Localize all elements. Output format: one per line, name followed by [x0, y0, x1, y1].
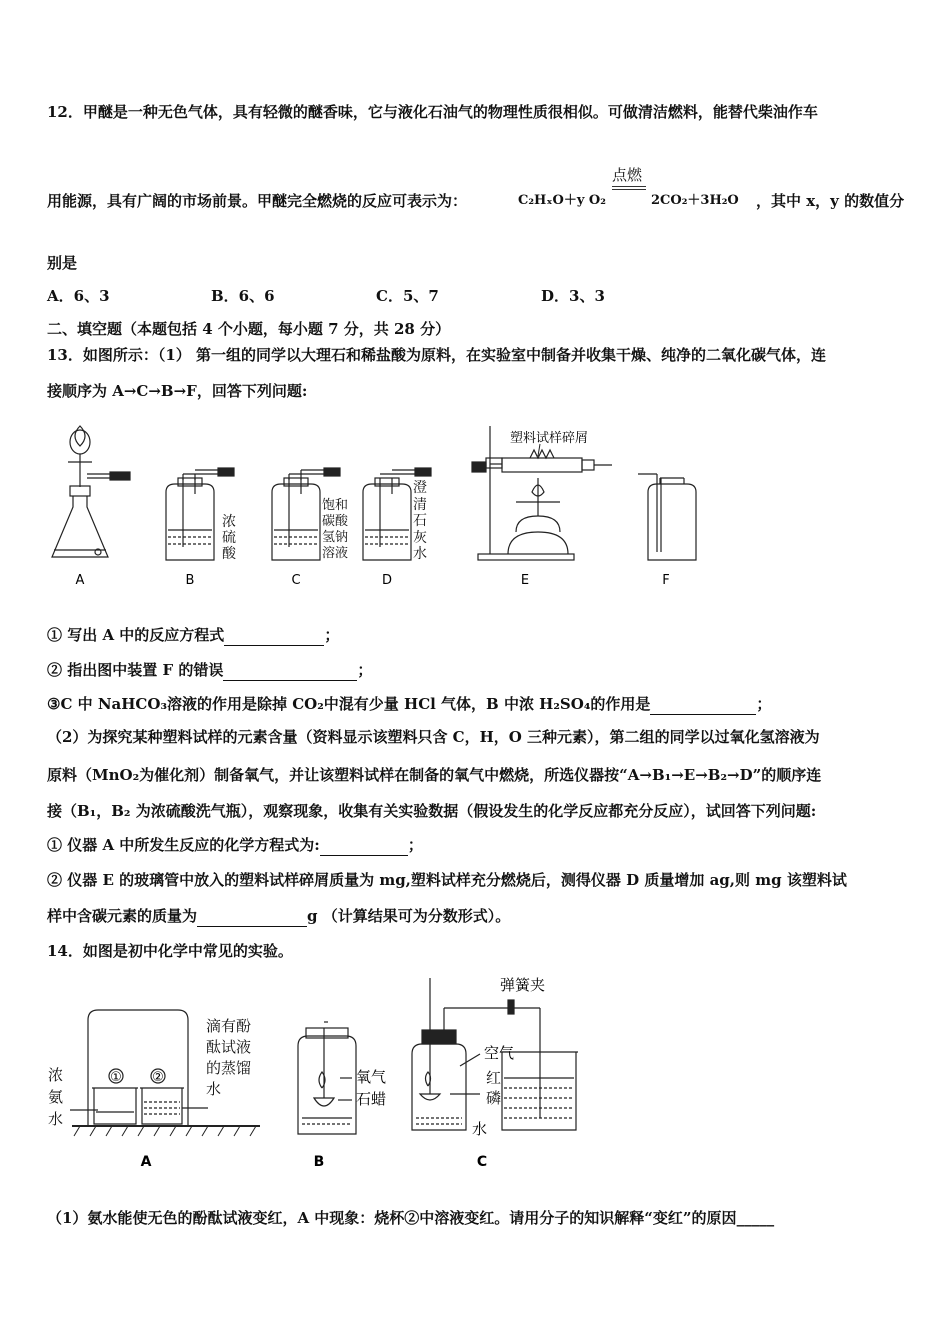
answer-blank-6[interactable]: _____: [736, 1209, 775, 1227]
label-water: 水: [472, 1120, 488, 1138]
q13-q2: ② 指出图中装置 F 的错误 ；: [47, 661, 373, 679]
q13-q4: ① 仪器 A 中所发生反应的化学方程式为: ；: [47, 836, 423, 854]
q12-line3: 别是: [47, 254, 78, 272]
condition-line-top: [612, 186, 646, 187]
label-oxygen: 氧气: [356, 1068, 387, 1086]
q12-option-b[interactable]: B．6、6: [211, 287, 275, 305]
answer-blank-3[interactable]: [650, 694, 756, 715]
fig14-letter-b: B: [313, 1154, 325, 1170]
label-air: 空气: [484, 1044, 515, 1062]
beaker-2-marker: ②: [152, 1070, 164, 1085]
q13-q1: ① 写出 A 中的反应方程式 ；: [47, 626, 340, 644]
experiment-b-candle-oxygen: [298, 1022, 356, 1134]
q13-apparatus-figure: [40, 412, 710, 594]
fig13-letter-f: F: [662, 573, 670, 588]
beaker-1-marker: ①: [110, 1070, 122, 1085]
q12-reactants: C₂HₓO＋y O₂: [518, 193, 606, 208]
q12-option-d[interactable]: D．3、3: [541, 287, 605, 305]
label-conc-sulfuric: 浓硫酸: [222, 514, 236, 562]
q13-intro1: 13．如图所示：（1） 第一组的同学以大理石和稀盐酸为原料，在实验室中制备并收集干燥、纯净的二氧化碳气体，连: [47, 346, 827, 364]
answer-blank-1[interactable]: [224, 625, 324, 646]
q12-option-a[interactable]: A．6、3: [47, 287, 110, 305]
answer-blank-5[interactable]: [197, 906, 307, 927]
apparatus-e-combustion-tube: [472, 426, 612, 560]
q13-part2-line2: 原料（MnO₂为催化剂）制备氧气，并让该塑料试样在制备的氧气中燃烧，所选仪器按“A→B₁→E→B₂→D”的顺序连: [47, 766, 822, 784]
q13-q5: ② 仪器 E 的玻璃管中放入的塑料试样碎屑质量为 mg,塑料试样充分燃烧后，测得仪器 D 质量增加 ag,则 mg 该塑料试: [47, 871, 847, 889]
q14-experiments-figure: [40, 970, 600, 1170]
fig13-letter-d: D: [381, 573, 393, 588]
condition-line-bottom: [612, 189, 646, 190]
q13-part2-line3: 接（B₁，B₂ 为浓硫酸洗气瓶），观察现象，收集有关实验数据（假设发生的化学反应都充分反应），试回答下列问题:: [47, 802, 817, 820]
label-red-phosphorus: 红磷: [486, 1069, 502, 1107]
answer-blank-2[interactable]: [223, 660, 357, 681]
label-spring-clip: 弹簧夹: [500, 976, 546, 994]
fig13-letter-c: C: [291, 573, 301, 588]
q13-q3: ③C 中 NaHCO₃溶液的作用是除掉 CO₂中混有少量 HCl 气体，B 中浓 H₂SO₄的作用是 ；: [47, 695, 772, 713]
fig14-letter-c: C: [476, 1154, 488, 1170]
q14-intro: 14．如图是初中化学中常见的实验。: [47, 942, 293, 960]
reaction-condition: 点燃: [612, 166, 643, 184]
fig13-letter-a: A: [75, 573, 85, 588]
label-paraffin: 石蜡: [356, 1090, 387, 1108]
q13-q6: 样中含碳元素的质量为 g （计算结果可为分数形式）。: [47, 907, 511, 925]
section-heading: 二、填空题（本题包括 4 个小题，每小题 7 分，共 28 分）: [47, 320, 451, 338]
label-nahco3: 饱和碳酸氢钠溶液: [322, 498, 349, 561]
q12-line2b: ，其中 x，y 的数值分: [756, 192, 905, 210]
q12-line2a: 用能源，具有广阔的市场前景。甲醚完全燃烧的反应可表示为：: [47, 192, 468, 210]
label-conc-ammonia: 浓氨水: [48, 1066, 64, 1128]
label-phenolphthalein-water: 滴有酚酞试液的蒸馏水: [206, 1017, 252, 1098]
fig13-top-label: 塑料试样碎屑: [510, 431, 589, 446]
q14-q1: （1）氨水能使无色的酚酞试液变红，A 中现象：烧杯②中溶液变红。请用分子的知识解释“变红”的原因_____: [47, 1209, 775, 1227]
q12-products: 2CO₂＋3H₂O: [651, 193, 739, 208]
fig13-letter-e: E: [520, 573, 530, 588]
label-limewater: 澄清石灰水: [413, 480, 427, 562]
q13-part2-line1: （2）为探究某种塑料试样的元素含量（资料显示该塑料只含 C，H，O 三种元素），第二组的同学以过氧化氢溶液为: [47, 728, 820, 746]
q12-option-c[interactable]: C．5、7: [376, 287, 439, 305]
fig13-letter-b: B: [185, 573, 195, 588]
apparatus-f-collection-bottle: [638, 474, 696, 560]
q13-intro2: 接顺序为 A→C→B→F，回答下列问题:: [47, 382, 308, 400]
q12-line1: 12．甲醚是一种无色气体，具有轻微的醚香味，它与液化石油气的物理性质很相似。可做清洁燃料，能替代柴油作车: [47, 103, 818, 121]
apparatus-a-flask: [52, 426, 130, 557]
fig14-letter-a: A: [140, 1154, 152, 1170]
answer-blank-4[interactable]: [320, 835, 408, 856]
